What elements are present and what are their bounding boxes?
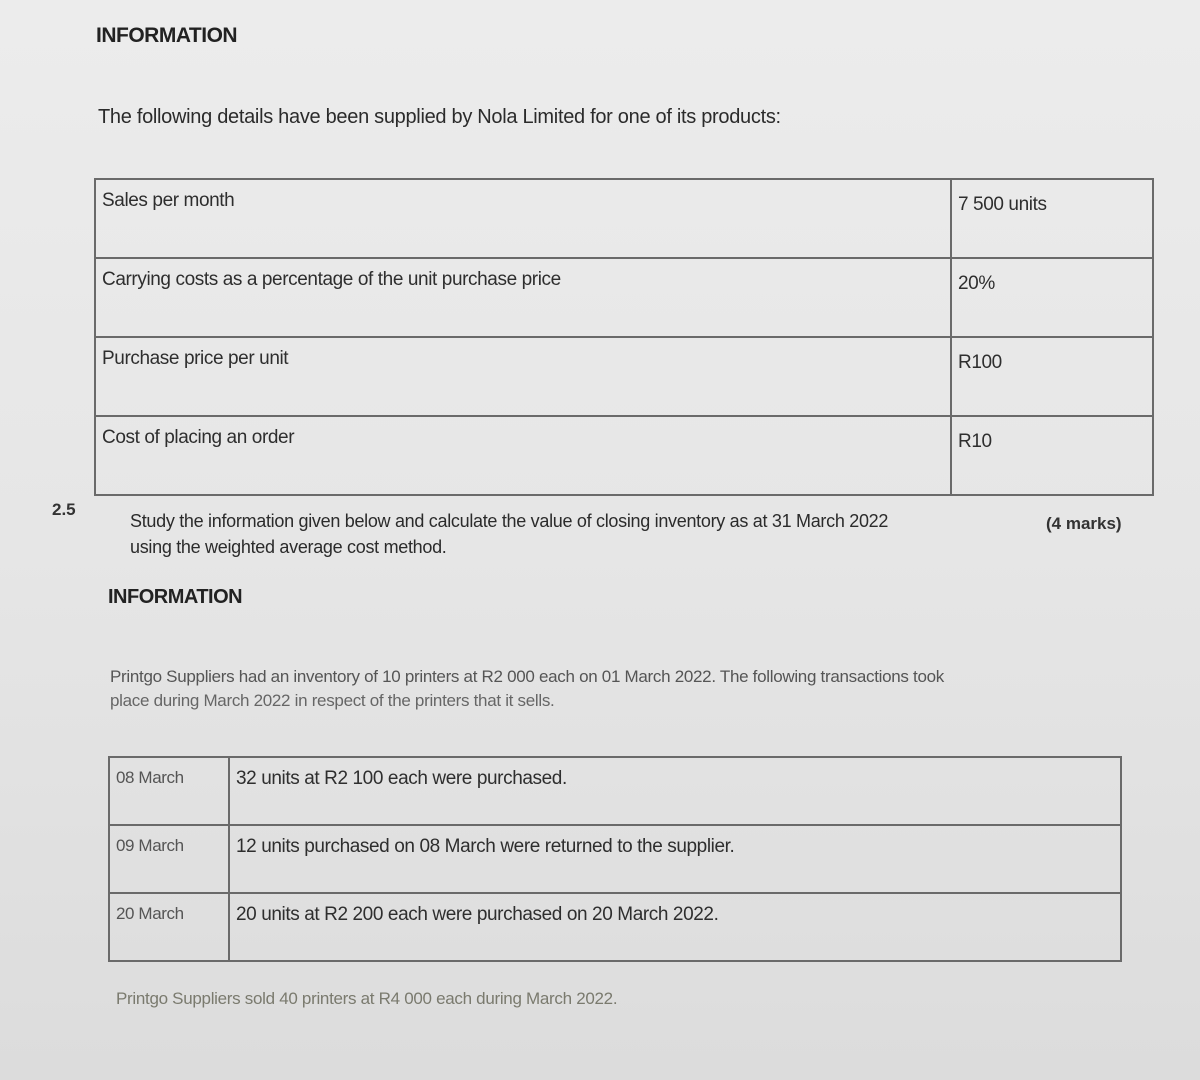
- section2-intro-line2: place during March 2022 in respect of the printers that it sells.: [110, 691, 555, 710]
- table-row: [109, 757, 1121, 825]
- row-label-order-cost: Cost of placing an order: [95, 416, 951, 495]
- question-marks: (4 marks): [1046, 514, 1122, 533]
- row-value-purchase-price: R100: [951, 337, 1153, 416]
- row-label-sales: Sales per month: [95, 179, 951, 258]
- transaction-date: 08 March: [109, 757, 229, 825]
- product-details-table: [94, 178, 1154, 496]
- table-row: [109, 893, 1121, 961]
- row-value-carrying: 20%: [951, 258, 1153, 337]
- transaction-text: 32 units at R2 100 each were purchased.: [229, 757, 1121, 825]
- transaction-date: 20 March: [109, 893, 229, 961]
- section2-intro-line1: Printgo Suppliers had an inventory of 10 printers at R2 000 each on 01 March 2022. The following transactions took: [110, 667, 944, 686]
- question-text-line1: Study the information given below and calculate the value of closing inventory as at 31 March 2022: [130, 511, 889, 531]
- row-label-purchase-price: Purchase price per unit: [95, 337, 951, 416]
- table-row: [95, 179, 1153, 258]
- row-value-sales: 7 500 units: [951, 179, 1153, 258]
- section1-intro: The following details have been supplied by Nola Limited for one of its products:: [98, 106, 781, 128]
- section1-heading: INFORMATION: [96, 24, 238, 47]
- row-label-carrying: Carrying costs as a percentage of the unit purchase price: [95, 258, 951, 337]
- question-text-line2: using the weighted average cost method.: [130, 537, 447, 557]
- table-row: [109, 825, 1121, 893]
- transaction-text: 12 units purchased on 08 March were returned to the supplier.: [229, 825, 1121, 893]
- section2-heading: INFORMATION: [108, 586, 243, 608]
- table-row: [95, 337, 1153, 416]
- transactions-table: [108, 756, 1122, 962]
- table-row: [95, 416, 1153, 495]
- row-value-order-cost: R10: [951, 416, 1153, 495]
- question-number: 2.5: [52, 500, 76, 519]
- transaction-text: 20 units at R2 200 each were purchased on 20 March 2022.: [229, 893, 1121, 961]
- sales-note: Printgo Suppliers sold 40 printers at R4 000 each during March 2022.: [116, 989, 618, 1008]
- table-row: [95, 258, 1153, 337]
- transaction-date: 09 March: [109, 825, 229, 893]
